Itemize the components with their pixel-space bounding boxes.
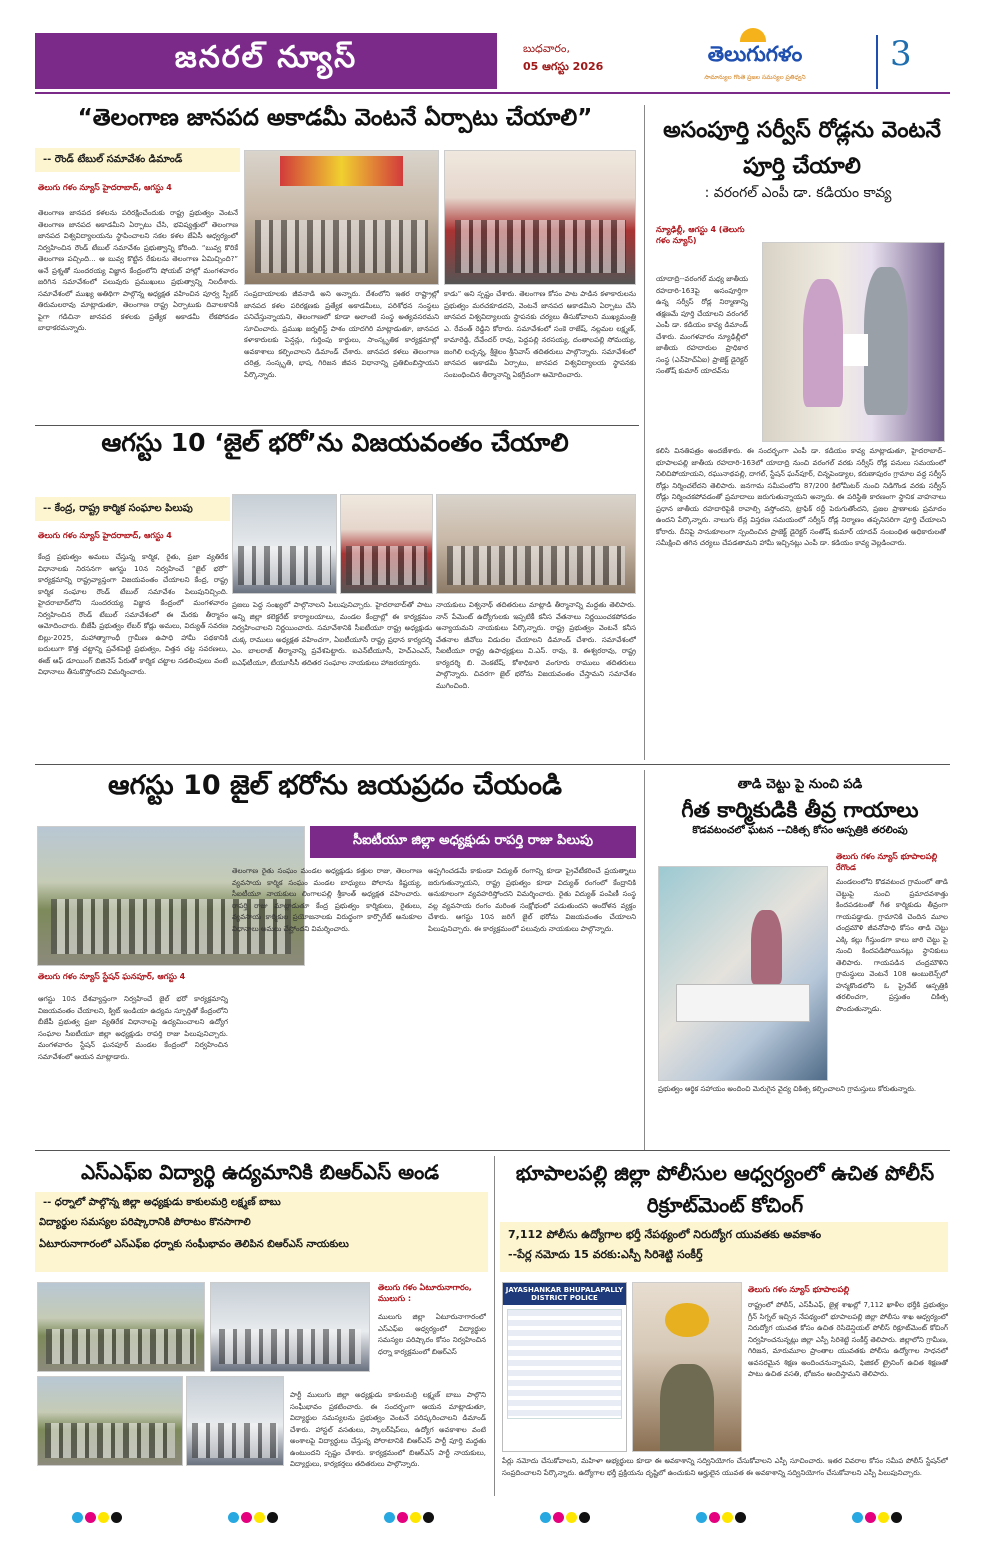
story6-column-wide-a: పార్టీ ములుగు జిల్లా అధ్యక్షుడు కాకులమర్రి లక్ష్మణ్ బాబు పాల్గొని సంఘీభావం ప్రకటించారు. ఈ సందర్భంగా ఆయన మాట్లాడుతూ, విద్యార్థుల సమస్యలను ప్రభుత్వం వెంటనే పరిష్కరించాలని డిమాండ్ చేశారు. హాస్టల్ వసతులు, స్కాలర్‌షిప్‌లు, ఉద్యోగ అవకాశాల వంటి అంశాలపై విద్యార్థులు చేస్తున్న పోరాటానికి బిఆర్ఎస్ పార్టీ పూర్తి మద్దతు ఉంటుందని స్పష్టం చేశారు. కార్యక్రమంలో బిఆర్ఎస్ పార్టీ నాయకులు, విద్యార్థులు, కార్యకర్తలు తదితరులు పాల్గొన్నారు. [290,1391,486,1468]
story6-kicker-3: ఏటూరునాగారంలో ఎస్ఎఫ్ఐ ధర్నాకు సంఘీభావం తెలిపిన బిఆర్ఎస్ నాయకులు [39,1239,349,1250]
photo-people [46,1329,195,1364]
registration-marks [228,1508,280,1527]
newspaper-logo [680,42,830,84]
registration-marks [72,1508,124,1527]
story6-photo-4 [186,1376,284,1466]
story1-kicker: -- రౌండ్ టేబుల్ సమావేశం డిమాండ్ [35,148,240,172]
photo-people [219,1329,361,1364]
story1-photo-panel [244,150,439,285]
story5-headline: గీత కార్మికుడికి తీవ్ర గాయాలు [681,798,919,822]
photo-people [346,546,428,585]
story7-poster [502,1282,627,1452]
story7-column-wide: పేర్లు నమోదు చేసుకోవాలని, మహిళా అభ్యర్థులు కూడా ఈ అవకాశాన్ని సద్వినియోగం చేసుకోవాలని ఎస్పీ సూచించారు. ఇతర వివరాల కోసం సమీప పోలీస్ స్టేషన్‌లో సంప్రదించాలని పేర్కొన్నారు. ఉద్యోగాల భర్తీ ప్రక్రియను దృష్టిలో ఉంచుకుని అర్హులైన యువత ఈ అవకాశాన్ని సద్వినియోగం చేసుకోవాలని ఎస్పీ పిలుపునిచ్చారు. [502,1457,948,1477]
story6-column-narrow: ములుగు జిల్లా ఏటూరునాగారంలో ఎస్ఎఫ్ఐ ఆధ్వర్యంలో విద్యార్థుల సమస్యల పరిష్కారం కోసం నిర్వహించిన ధర్నా కార్యక్రమంలో బిఆర్ఎస్ [378,1313,486,1356]
story2-byline: న్యూఢిల్లీ, ఆగస్టు 4 (తెలుగు గళం న్యూస్) [656,225,745,245]
registration-marks [696,1508,748,1527]
story3-photo-3 [436,494,636,594]
registration-marks [384,1508,436,1527]
story1-byline: తెలుగు గళం న్యూస్ హైదరాబాద్, ఆగస్టు 4 [38,183,172,192]
story2-headline: అసంపూర్తి సర్వీస్ రోడ్లను వెంటనే పూర్తి చేయాలి [663,118,941,179]
photo-people [255,220,429,273]
story3-kicker: -- కేంద్ర, రాష్ట్ర కార్మిక సంఘాల పిలుపు [35,497,230,521]
section-rule [35,425,639,426]
photo-nurse [751,910,781,985]
story1-column-1: తెలంగాణ జానపద కళలను పరిరక్షించేందుకు రాష్ట్ర ప్రభుత్వం వెంటనే తెలంగాణ జానపద అకాడమీని ఏర్పాటు చేసి, భవిష్యత్తులో తెలంగాణ జానపద విశ్వవిద్యాలయను స్థాపించాలని సకల కళల జేఏసీ ఆధ్వర్యంలో నిర్వహించిన రౌండ్ టేబుల్ సమావేశం ప్రభుత్వాన్ని కోరింది. “బువ్వ కొరికే తెలంగాణ పచ్చింది... ఆ బువ్వ కొట్టిన రేకులను తెలంగాణ ఏమిచ్చింది?” అనే ప్రశ్నతో సుందరయ్య విజ్ఞాన కేంద్రంలోని షోయబ్ హాల్లో మంగళవారం జరిగిన సమావేశంలో పలువురు ప్రముఖులు ప్రభుత్వాన్ని నిలదీశారు. సమావేశంలో ముఖ్య అతిథిగా పాల్గొన్న అధ్యక్షత వహించిన పూర్వ స్పీకర్ తిరుమలరావు మాట్లాడుతూ, తెలంగాణ రాష్ట్ర ఏర్పాటుకు దివాలకానికి పైగా గడిచినా జానపద కళలకు ప్రత్యేక అకాడమీ లేకపోవడం బాధాకరమన్నారు. [38,209,238,332]
page-number-divider [876,35,878,89]
story2-column-narrow: యాదాద్రి--వరంగల్ మధ్య జాతీయ రహదారి-163పై అసంపూర్తిగా ఉన్న సర్వీస్ రోడ్ల నిర్మాణాన్ని తక్షణమే పూర్తి చేయాలని వరంగల్ ఎంపీ డా. కడియం కావ్య డిమాండ్ చేశారు. మంగళవారం న్యూఢిల్లీలో జాతీయ రహదారుల ప్రాధికార సంస్థ (ఎన్‌హెచ్‌ఏఐ) ప్రాజెక్ట్ డైరెక్టర్ సంతోష్ కుమార్ యాదవ్‌ను [656,275,748,375]
story3-photo-2 [340,494,433,594]
story6-photo-3 [37,1376,183,1466]
masthead-divider [35,92,950,94]
column-divider [644,770,645,1150]
story5-topline: తాడి చెట్టు పై నుంచి పడి [737,777,863,792]
section-rule [35,1150,950,1151]
column-divider [494,1156,495,1496]
story6-byline: తెలుగు గళం ఏటూరునాగారం, ములుగు : [378,1283,472,1303]
story5-photo [658,866,828,1081]
story6-kicker-2: విద్యార్థుల సమస్యల పరిష్కారానికి పోరాటం కొనసాగాలి [39,1217,251,1228]
story5-byline: తెలుగు గళం న్యూస్ భూపాలపల్లి రేగొండ [836,852,938,872]
story6-kicker-box [35,1192,488,1272]
story5-column-narrow: మండలంలోని కొడవటంచ గ్రామంలో తాడి చెట్టుపై నుంచి ప్రమాదవశాత్తు కిందపడటంతో గీత కార్మికుడు తీవ్రంగా గాయపడ్డాడు. గ్రామానికి చెందిన మూల చంద్రమౌళి జీవనోపాధి కోసం తాడి చెట్టు ఎక్కి కల్లు గీస్తుండగా కాలు జారి చెట్టు పై నుంచి కిందపడిపోయినట్లు స్థానికులు తెలిపారు. గాయపడిన చంద్రమౌళిని గ్రామస్థులు వెంటనే 108 అంబులెన్స్‌లో హన్మకొండలోని ఓ ప్రైవేట్ ఆస్పత్రికి తరలించగా, ప్రస్తుతం చికిత్స పొందుతున్నాడు. [836,878,948,1013]
story4-column-2: తెలంగాణ రైతు సంఘం మండల అధ్యక్షుడు కత్తుల రాజు, తెలంగాణ వ్యవసాయ కార్మిక సంఘం మండల బాధ్యులు పోలాను కిష్టయ్య, సీఐటీయూ నాయకులు లింగాలపల్లి శ్రీకాంత్ అధ్యక్షత వహించారు. రాపర్తి రాజు మాట్లాడుతూ కేంద్ర ప్రభుత్వం కార్మికులు, రైతులు, వ్యవసాయ కార్మికుల ప్రయోజనాలకు విరుద్ధంగా కార్పొరేట్ అనుకూల విధానాలు అమలు చేస్తోందని విమర్శించారు. [232,867,422,933]
date-block [523,40,643,76]
story5-subhead: కొడవటంచలో ఘటన --చికిత్స కోసం ఆస్పత్రికి తరలింపు [692,825,908,836]
story3-column-2: ప్రజలు పెద్ద సంఖ్యలో పాల్గొనాలని పిలుపునిచ్చారు. హైదరాబాద్‌తో పాటు అన్ని జిల్లా కలెక్టరేట్ కార్యాలయాలు, మండల కేంద్రాల్లో ఈ కార్యక్రమం నిర్వహించాలని నిర్ణయించారు. సమావేశానికి సీఐటీయూ రాష్ట్ర అధ్యక్షుడు చుక్క రాములు అధ్యక్షత వహించగా, ఏఐటీయూసీ రాష్ట్ర ప్రధాన కార్యదర్శి ఎం. బాలరాజ్ తీర్మానాన్ని ప్రవేశపెట్టారు. ఐఎన్‌టీయూసీ, హెచ్ఎంఎస్, ఐఎఫ్‌టీయూ, టీయూసీసీ తదితర సంఘాల నాయకులు హాజరయ్యారు. [232,601,432,667]
photo-officer [660,1364,714,1451]
story3-column-1: కేంద్ర ప్రభుత్వం అమలు చేస్తున్న కార్మిక, రైతు, ప్రజా వ్యతిరేక విధానాలకు నిరసనగా ఆగస్టు 10న నిర్వహించే “జైల్ భరో” కార్యక్రమాన్ని రాష్ట్రవ్యాప్తంగా విజయవంతం చేయాలని కేంద్ర, రాష్ట్ర కార్మిక సంఘాల రౌండ్ టేబుల్ సమావేశం పిలుపునిచ్చింది. హైదరాబాద్‌లోని సుందరయ్య విజ్ఞాన కేంద్రంలో మంగళవారం నిర్వహించిన రౌండ్ టేబుల్ సమావేశంలో ఈ మేరకు తీర్మానం ఆమోదించారు. బీజేపీ ప్రభుత్వం లేబర్ కోడ్లు అమలు, విద్యుత్ సవరణ బిల్లు-2025, మహాత్మాగాంధీ గ్రామీణ ఉపాధి హామీ పథకానికి బదులుగా కొత్త చట్టాన్ని ప్రవేశపెట్టి ప్రభుత్వం, విత్తన చట్ట సవరణలు, ఈజ్ ఆఫ్ డూయింగ్ బిజినెస్ పేరుతో కార్మిక చట్టాల సడలింపులు వంటి విధానాలు తీసుకొస్తోందని విమర్శించారు. [38,553,228,676]
story3-headline: ఆగస్టు 10 ‘జైల్ భరో’ను విజయవంతం చేయాలి [101,428,569,457]
story7-kicker-box [500,1222,948,1272]
photo-hospital-bed [676,984,810,1022]
story4-headline: ఆగస్టు 10 జైల్ భరోను జయప్రదం చేయండి [108,770,562,801]
section-title: జనరల్ న్యూస్ [35,33,497,89]
poster-title: JAYASHANKAR BHUPALAPALLY DISTRICT POLICE [503,1283,626,1305]
story7-byline: తెలుగు గళం న్యూస్ భూపాలపల్లి [748,1285,850,1294]
photo-document [843,334,868,366]
registration-marks [540,1508,592,1527]
story7-kicker-2: --పేర్ల నమోదు 15 వరకు:ఎస్పీ సిరిశెట్టి సంకీర్త్ [508,1248,703,1261]
issue-date: 05 ఆగస్టు 2026 [523,60,604,73]
photo-people [455,220,626,273]
story4-kicker: సీఐటీయూ జిల్లా అధ్యక్షుడు రాపర్తి రాజు పిలుపు [310,826,636,858]
story1-photo-group [444,150,636,285]
story4-column-3: అప్పగించడమే కాకుండా విద్యుత్ రంగాన్ని కూడా ప్రైవేటీకరించే ప్రయత్నాలు జరుగుతున్నాయని, రాష్ట్ర ప్రభుత్వం కూడా విద్యుత్ రంగంలో కేంద్రానికి అనుకూలంగా వ్యవహరిస్తోందని విమర్శించారు. రైతు విద్యుత్ పంపిణీ సంస్థ వల్ల వ్యవసాయ రంగం మరింత సంక్షోభంలో పడుతుందని ఆందోళన వ్యక్తం చేశారు. ఆగస్టు 10న జరిగే జైల్ భరోను విజయవంతం చేయాలని పిలుపునిచ్చారు. ఈ కార్యక్రమంలో పలువురు నాయకులు పాల్గొన్నారు. [428,867,636,933]
photo-banner [280,156,404,185]
photo-people [447,546,625,585]
column-divider [644,105,645,760]
story4-byline: తెలుగు గళం న్యూస్ స్టేషన్ ఘనపూర్, ఆగస్టు 4 [38,972,186,981]
story7-photo-sp [632,1282,742,1452]
registration-marks [852,1508,904,1527]
story1-headline: “తెలంగాణ జానపద అకాడమీ వెంటనే ఏర్పాటు చేయాలి” [77,105,593,131]
section-rule [35,764,950,765]
story7-column-narrow: రాష్ట్రంలో పోలీస్, ఎస్‌పీఎఫ్, జైళ్ల శాఖల్లో 7,112 ఖాళీల భర్తీకి ప్రభుత్వం గ్రీన్ సిగ్నల్ ఇచ్చిన నేపథ్యంలో భూపాలపల్లి జిల్లా పోలీసు శాఖ ఆధ్వర్యంలో నిరుద్యోగ యువత కోసం ఉచిత రెసిడెన్షియల్ పోలీస్ రిక్రూట్‌మెంట్ కోచింగ్ నిర్వహించనున్నట్లు జిల్లా ఎస్పీ సిరిశెట్టి సంకీర్త్ తెలిపారు. జిల్లాలోని గ్రామీణ, గిరిజన, మారుమూల ప్రాంతాల యువతకు పోలీసు ఉద్యోగాల సాధనలో అవసరమైన శిక్షణ అందించనున్నామని, ఫిజికల్ ట్రైనింగ్ ఉచిత శిక్షణతో పాటు ఉచిత వసతి, భోజనం అందిస్తామని తెలిపారు. [748,1301,948,1378]
logo-text: తెలుగుగళం [707,42,803,66]
sun-icon [740,28,766,42]
photo-people [238,546,331,585]
story1-column-2: సంప్రదాయాలకు జీవనాడి అని అన్నారు. దేశంలోని ఇతర రాష్ట్రాల్లో జానపద కళల పరిరక్షణకు ప్రత్యేక అకాడమీలు, పరిశోధన సంస్థలు పనిచేస్తున్నాయని, తెలంగాణలో కూడా అలాంటి సంస్థ అత్యవసరమని సూచించారు. ప్రముఖ జర్నలిస్ట్ పాశం యాదగిరి మాట్లాడుతూ, జానపద కళాకారులకు పెన్షన్లు, గుర్తింపు కార్డులు, సాంస్కృతిక కార్యక్రమాల్లో అవకాశాలు కల్పించాలని డిమాండ్ చేశారు. జానపద కళలు తెలంగాణ చరిత్ర, సంస్కృతి, భాష, గిరిజన జీవన విధానాన్ని ప్రతిబింబిస్తాయని పేర్కొన్నారు. [244,290,439,379]
logo-tagline: సామాన్యుల గొంతె ప్రజల సమస్యల ప్రతిధ్వని [704,74,806,81]
story4-column-1: ఆగస్టు 10న దేశవ్యాప్తంగా నిర్వహించే జైల్ భరో కార్యక్రమాన్ని విజయవంతం చేయాలని, క్విట్ ఇండియా ఉద్యమ స్ఫూర్తితో కేంద్రంలోని బీజేపీ ప్రభుత్వ ప్రజా వ్యతిరేక విధానాలపై ఉద్యమించాలని ఉద్యోగ సంఘాల సీఐటీయూ జిల్లా అధ్యక్షుడు రాపర్తి రాజు పిలుపునిచ్చారు. మంగళవారం స్టేషన్ ఘనపూర్ మండల కేంద్రంలో నిర్వహించిన సమావేశంలో ఆయన మాట్లాడారు. [38,995,228,1061]
story2-subhead: : వరంగల్ ఎంపీ డా. కడియం కావ్య [704,185,892,201]
photo-people [45,1423,175,1458]
poster-form [507,1309,622,1419]
photo-people [192,1423,278,1458]
poster-body [503,1305,626,1423]
issue-day: బుధవారం, [523,42,570,55]
story1-column-3: కాడు” అని స్పష్టం చేశారు. తెలంగాణ కోసం పాట పాడిన కళాకారులను ప్రభుత్వం మరచకూడదని, వెంటనే జానపద అకాడమీని ఏర్పాటు చేసి జానపద విశ్వవిద్యాలయ స్థాపనకు చర్యలు తీసుకోవాలని ముఖ్యమంత్రి ఎ. రేవంత్ రెడ్డిని కోరారు. సమావేశంలో సంకె రాజేష్, నల్లమల లక్ష్మణ్, కామారెడ్డి, దేవేందర్ రావు, పెద్దపల్లి నరసయ్య, దంతాలపల్లి సోమయ్య, జంగిలి లచ్చన్న, శ్రీశైలం శ్రీనివాస్ తదితరులు పాల్గొన్నారు. సమావేశంలో జానపద అకాడమీ ఏర్పాటు, జానపద విశ్వవిద్యాలయ స్థాపనకు సంబంధించిన తీర్మానాన్ని ఏకగ్రీవంగా ఆమోదించారు. [444,290,636,379]
story3-photo-1 [232,494,337,594]
story5-column-wide: ప్రభుత్వం ఆర్థిక సహాయం అందించి మెరుగైన వైద్య చికిత్స కల్పించాలని గ్రామస్తులు కోరుతున్నారు. [658,1085,917,1093]
story3-column-3: నాయకులు విశ్వనాథ్ తదితరులు మాట్లాడి తీర్మానాన్ని మద్దతు తెలిపారు. నాన్ పేమెంట్ ఉద్యోగులకు ఇప్పటికీ కనీస వేతనాలు నిర్ణయించకపోవడం అన్యాయమని నాయకులు పేర్కొన్నారు. రాష్ట్ర ప్రభుత్వం వెంటనే కనీస వేతనాల జీవోలు విడుదల చేయాలని డిమాండ్ చేశారు. సమావేశంలో సీఐటీయూ రాష్ట్ర ఉపాధ్యక్షులు వి.ఎస్. రావు, కె. ఈశ్వరరావు, రాష్ట్ర కార్యదర్శి బి. వెంకటేష్, కోశాధికారి వంగూరు రాములు తదితరులు పాల్గొన్నారు. చివరగా జైల్ భరోను విజయవంతం చేస్తామని సమావేశం ముగించింది. [436,601,636,690]
story6-headline: ఎస్ఎఫ్ఐ విద్యార్థి ఉద్యమానికి బిఆర్ఎస్ అండ [80,1160,440,1184]
story2-photo [762,242,945,442]
page-number: 3 [890,34,912,74]
story7-kicker-1: 7,112 పోలీసు ఉద్యోగాల భర్తీ నేపథ్యంలో నిరుద్యోగ యువతకు అవకాశం [508,1228,822,1241]
photo-person-right [864,267,907,416]
police-emblem-icon [665,1303,708,1337]
story6-photo-1 [37,1282,205,1372]
story3-byline: తెలుగు గళం న్యూస్ హైదరాబాద్, ఆగస్టు 4 [38,531,172,540]
story2-column-wide: కలిసి వినతిపత్రం అందజేశారు. ఈ సందర్భంగా ఎంపీ డా. కడియం కావ్య మాట్లాడుతూ, హైదరాబాద్–భూపాలపల్లి జాతీయ రహదారి-163లో యాదాద్రి నుంచి వరంగల్ వరకు సర్వీస్ రోడ్ల పనులు సమయంలో నిలిచిపోయాయని, రఘునాథపల్లి, దాగల్, స్టేషన్ ఘన్‌పూర్, చిన్నపెండ్యాల, కరుణాపురం గ్రామాల వద్ద సర్వీస్ రోడ్లు నిర్మించలేదని తెలిపారు. జనగామ సమీపంలోని 87/200 కిలోమీటర్ నుంచి నిడిగొండ వరకు సర్వీస్ రోడ్లు నిర్మించకపోవడంతో ప్రమాదాలు జరుగుతున్నాయని అన్నారు. ఈ పరిస్థితి కారణంగా స్థానిక వాహనాలు ప్రధాన జాతీయ రహదారిపైకి రావాల్సి వస్తోందని, ట్రాఫిక్ రద్దీ పెరుగుతోందని, ప్రజల ప్రాణాలకు ప్రమాదం ఉందని పేర్కొన్నారు. నాలుగు లేన్ల విస్తరణ సమయంలో సర్వీస్ రోడ్ల నిర్మాణం తప్పనిసరిగా పూర్తి చేయాలని కోరారు. దీనిపై సానుకూలంగా స్పందించిన ప్రాజెక్ట్ డైరెక్టర్ సంతోష్ కుమార్ యాదవ్ సంబంధిత అధికారులతో సమీక్షించి తగిన చర్యలు చేపడతామని హామీ ఇచ్చినట్లు ఎంపీ డా. కడియం కావ్య వెల్లడించారు. [656,447,946,547]
story7-headline: భూపాలపల్లి జిల్లా పోలీసుల ఆధ్వర్యంలో ఉచిత పోలీస్ రిక్రూట్‌మెంట్ కోచింగ్ [515,1161,935,1217]
story6-kicker-1: -- ధర్నాలో పాల్గొన్న జిల్లా అధ్యక్షుడు కాకులమర్రి లక్ష్మణ్ బాబు [43,1197,281,1208]
story6-photo-2 [210,1282,370,1372]
photo-person-left [803,279,843,408]
